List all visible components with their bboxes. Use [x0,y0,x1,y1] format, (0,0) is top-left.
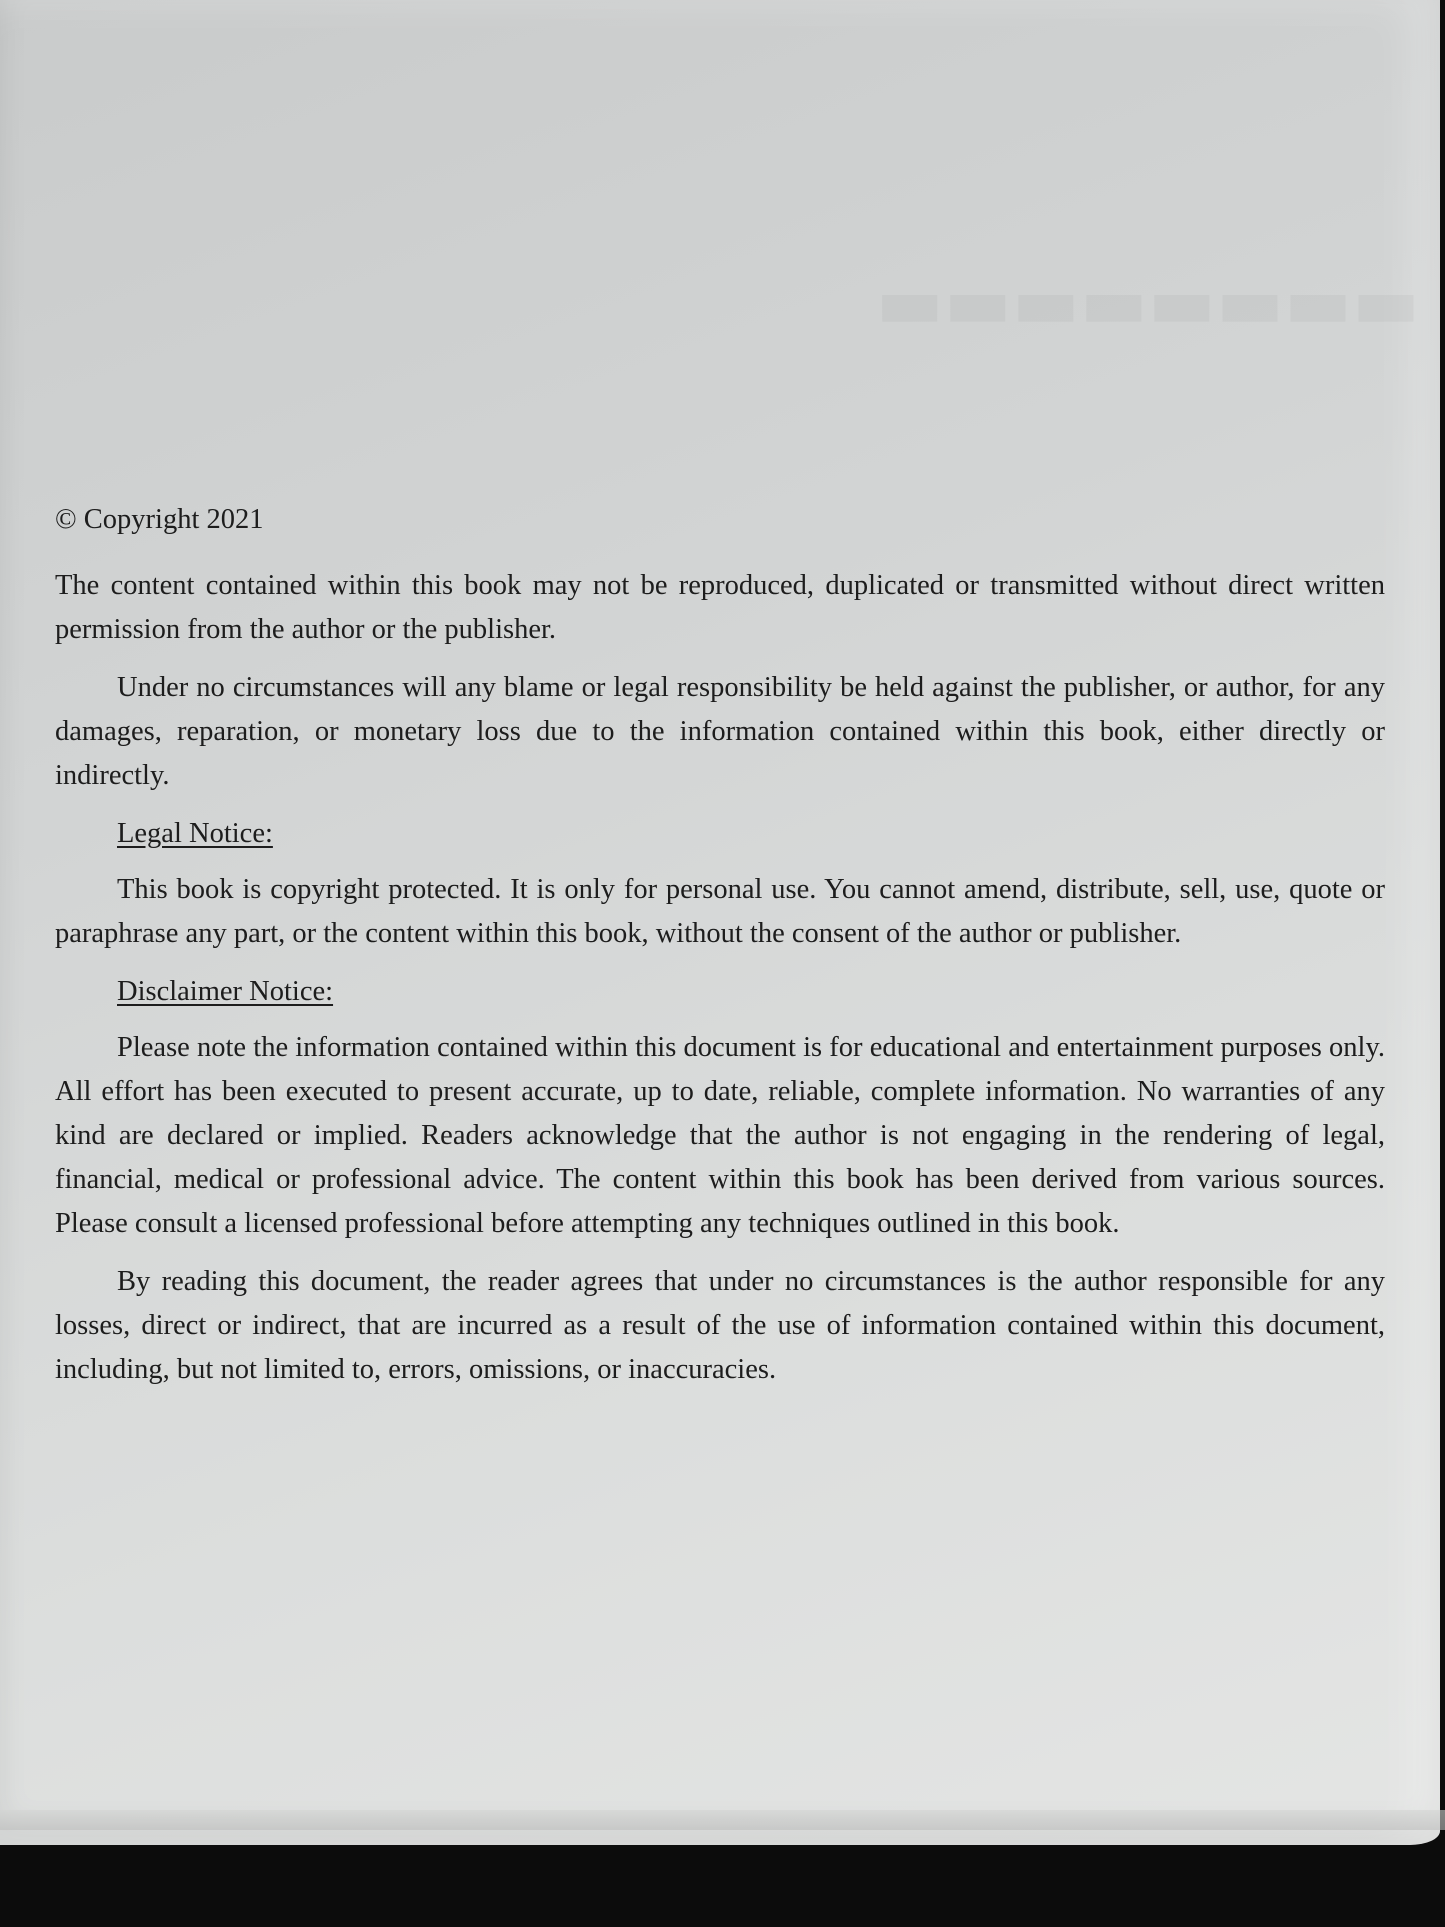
legal-notice-paragraph: This book is copyright protected. It is only for personal use. You cannot amend, distribute, sell, use, quote or paraphrase any part, or the content within this book, without the consent of the author or publisher. [55,874,1385,949]
liability-paragraph: Under no circumstances will any blame or legal responsibility be held against the publisher, or author, for any damages, reparation, or monetary loss due to the information contained within this book, either directly or indirectly. [55,672,1385,791]
show-through-text: ▬▬▬▬▬▬▬▬ [875,260,1420,344]
copyright-page-content [55,498,1385,1406]
disclaimer-notice-heading: Disclaimer Notice: [117,976,334,1007]
agreement-paragraph: By reading this document, the reader agrees that under no circumstances is the author responsible for any losses, direct or indirect, that are incurred as a result of the use of information contained within this document, including, but not limited to, errors, omissions, or inaccuracies. [55,1266,1385,1385]
legal-notice-heading: Legal Notice: [117,818,273,849]
disclaimer-paragraph: Please note the information contained within this document is for educational and entertainment purposes only. All effort has been executed to present accurate, up to date, reliable, complete information. No warranties of any kind are declared or implied. Readers acknowledge that the author is not engaging in the rendering of legal, financial, medical or professional advice. The content within this book has been derived from various sources. Please consult a licensed professional before attempting any techniques outlined in this book. [55,1032,1385,1239]
page-bottom-edge [0,1810,1445,1830]
copyright-line: © Copyright 2021 [55,504,264,535]
reproduction-paragraph: The content contained within this book may not be reproduced, duplicated or transmitted without direct written permission from the author or the publisher. [55,570,1385,645]
